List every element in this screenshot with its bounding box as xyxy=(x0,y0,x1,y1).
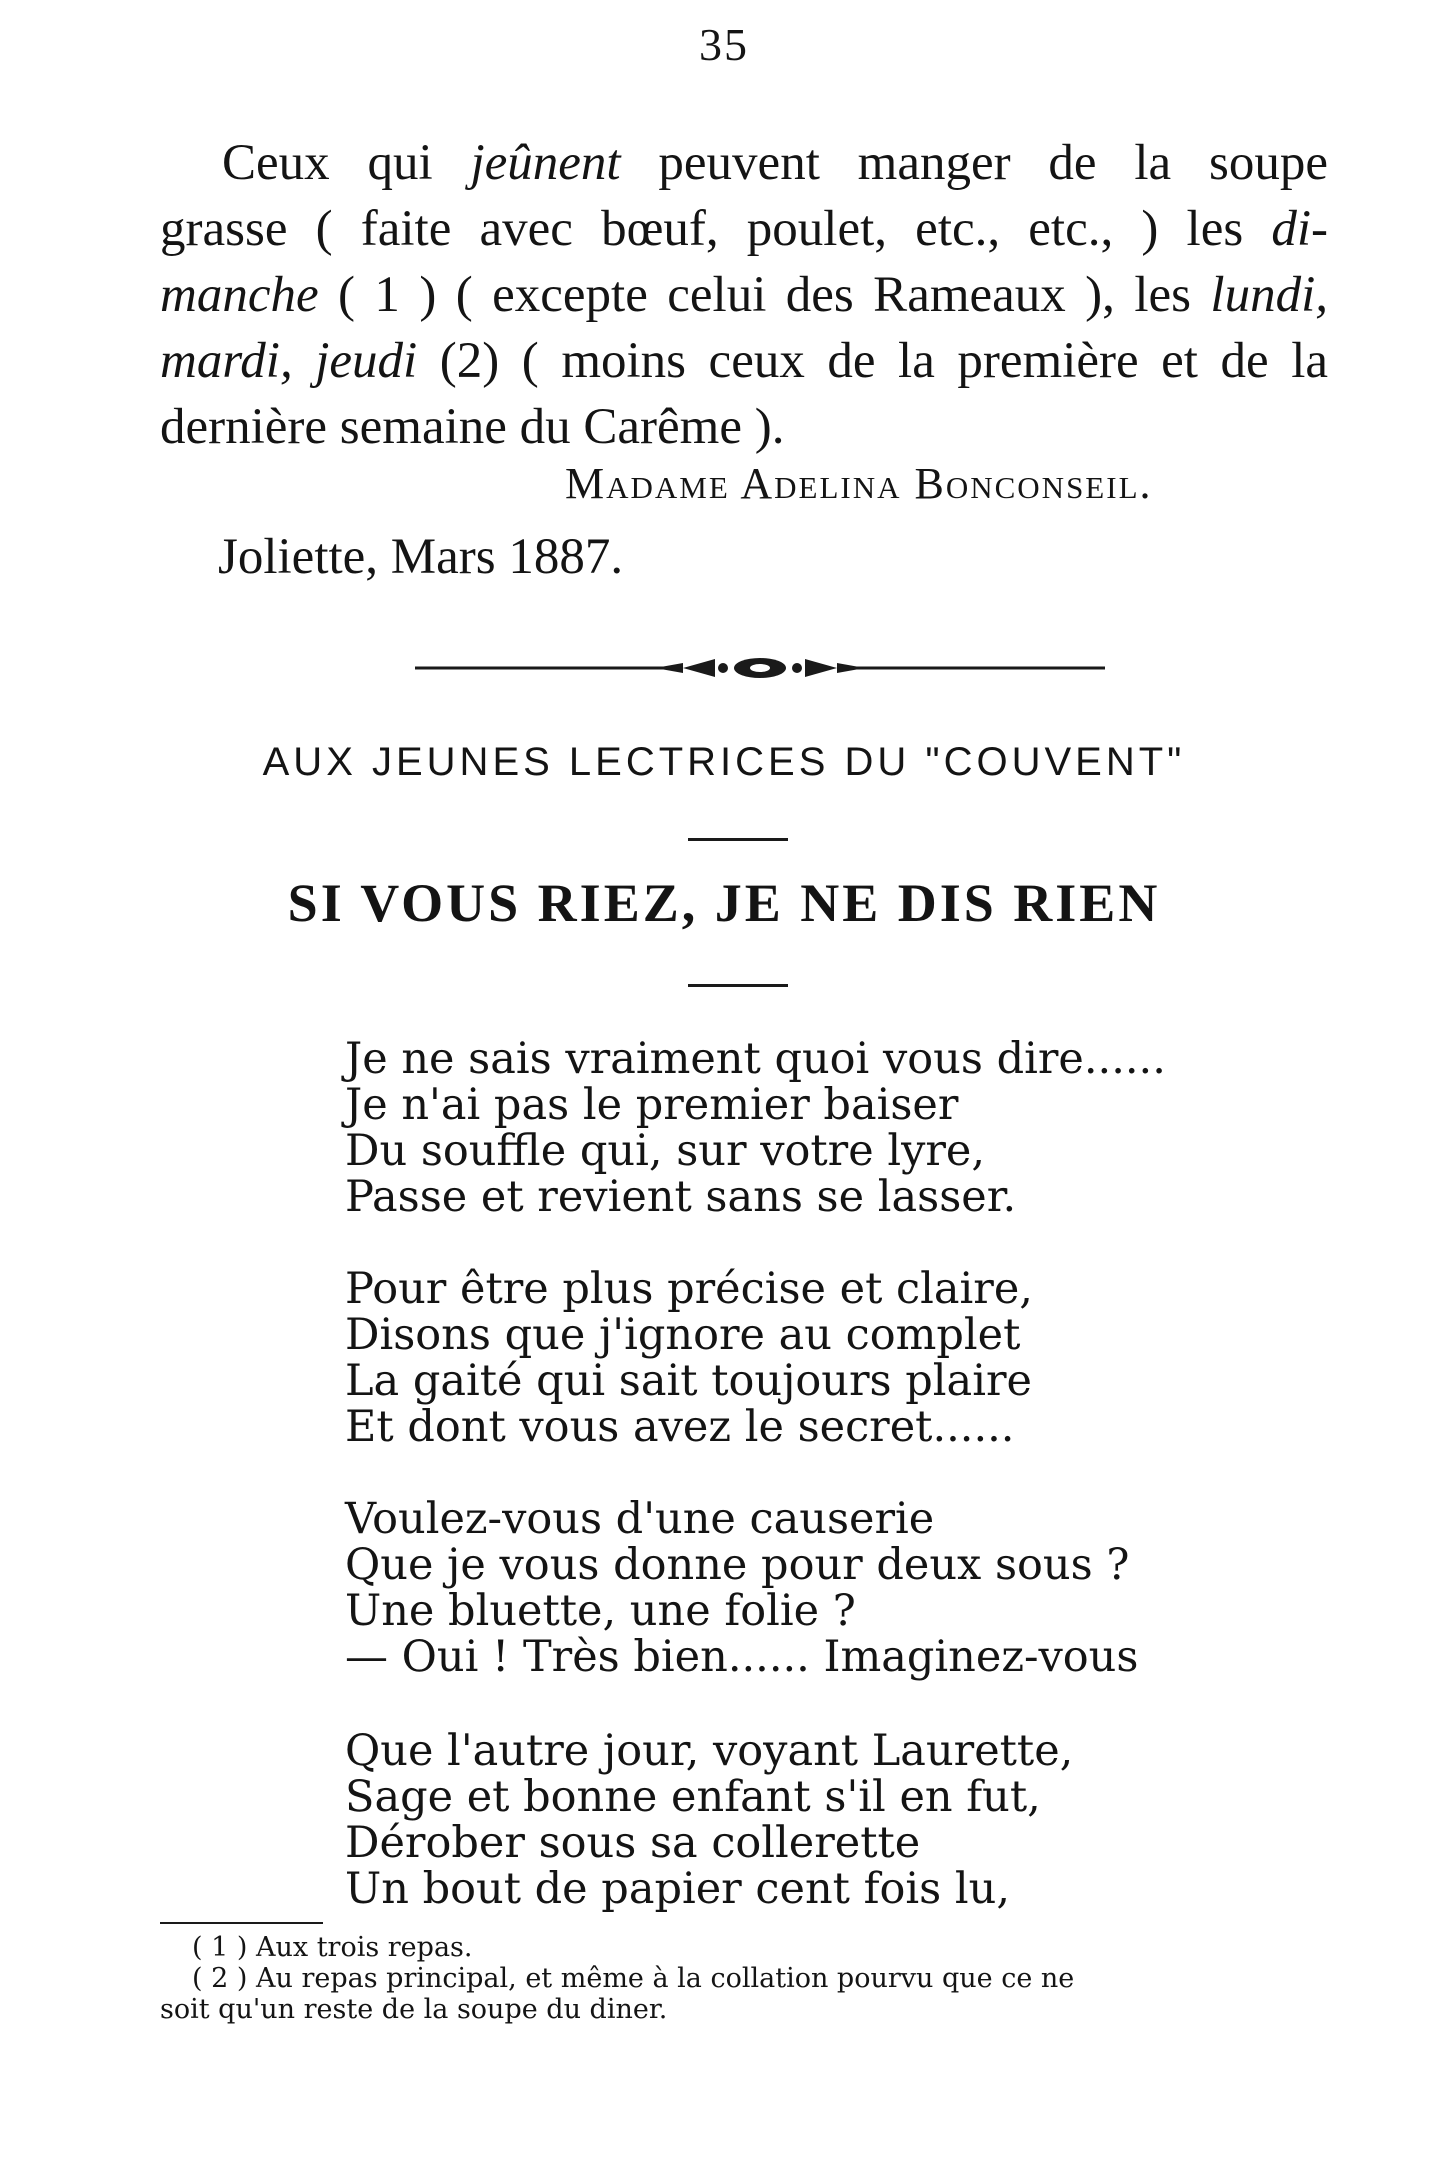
verse-line: Je ne sais vraiment quoi vous dire...... xyxy=(345,1034,1166,1084)
prose-line-4: mardi, jeudi (2) ( moins ceux de la première et de la xyxy=(160,333,1329,389)
verse-line: Et dont vous avez le secret...... xyxy=(345,1402,1015,1452)
verse-line: Voulez-vous d'une causerie xyxy=(345,1494,935,1544)
poem-stanza-4 xyxy=(345,1728,1073,1912)
footnotes xyxy=(160,1932,1330,2025)
section-heading: AUX JEUNES LECTRICES DU "COUVENT" xyxy=(262,740,1186,784)
poem-stanza-2 xyxy=(345,1266,1033,1450)
verse-line: Pour être plus précise et claire, xyxy=(345,1264,1033,1314)
verse-line: Une bluette, une folie ? xyxy=(345,1586,856,1636)
verse-line: Que l'autre jour, voyant Laurette, xyxy=(345,1726,1074,1776)
verse-line: Disons que j'ignore au complet xyxy=(345,1310,1021,1360)
poem-title: SI VOUS RIEZ, JE NE DIS RIEN xyxy=(287,873,1161,933)
verse-line: Un bout de papier cent fois lu, xyxy=(345,1864,1010,1914)
prose-line-3: manche ( 1 ) ( excepte celui des Rameaux ), les lundi, xyxy=(160,267,1328,323)
verse-line: — Oui ! Très bien...... Imaginez-vous xyxy=(345,1632,1139,1682)
prose-line-2: grasse ( faite avec bœuf, poulet, etc., etc., ) les di- xyxy=(160,201,1328,257)
prose-line-1: Ceux qui jeûnent peuvent manger de la soupe xyxy=(222,135,1328,191)
verse-line: Passe et revient sans se lasser. xyxy=(345,1172,1017,1222)
dateline: Joliette, Mars 1887. xyxy=(218,529,624,585)
ornamental-divider xyxy=(415,648,1105,688)
poem-stanza-3 xyxy=(345,1496,1138,1680)
footnote-rule xyxy=(160,1922,323,1924)
verse-line: La gaité qui sait toujours plaire xyxy=(345,1356,1032,1406)
verse-line: Je n'ai pas le premier baiser xyxy=(345,1080,959,1130)
footnote-1: ( 1 ) Aux trois repas. xyxy=(192,1932,473,1963)
verse-line: Dérober sous sa collerette xyxy=(345,1818,921,1868)
lent-rules-paragraph xyxy=(160,130,1328,460)
footnote-2-line-2: soit qu'un reste de la soupe du diner. xyxy=(160,1994,668,2025)
verse-line: Sage et bonne enfant s'il en fut, xyxy=(345,1772,1041,1822)
poem-stanza-1 xyxy=(345,1036,1166,1220)
verse-line: Que je vous donne pour deux sous ? xyxy=(345,1540,1130,1590)
prose-line-5: dernière semaine du Carême ). xyxy=(160,399,785,455)
title-rule-top xyxy=(688,838,788,841)
page-number: 35 xyxy=(699,19,749,70)
footnote-2-line-1: ( 2 ) Au repas principal, et même à la collation pourvu que ce ne xyxy=(192,1963,1075,1994)
title-rule-bottom xyxy=(688,984,788,987)
author-signature: Madame Adelina Bonconseil. xyxy=(565,459,1153,508)
verse-line: Du souffle qui, sur votre lyre, xyxy=(345,1126,986,1176)
